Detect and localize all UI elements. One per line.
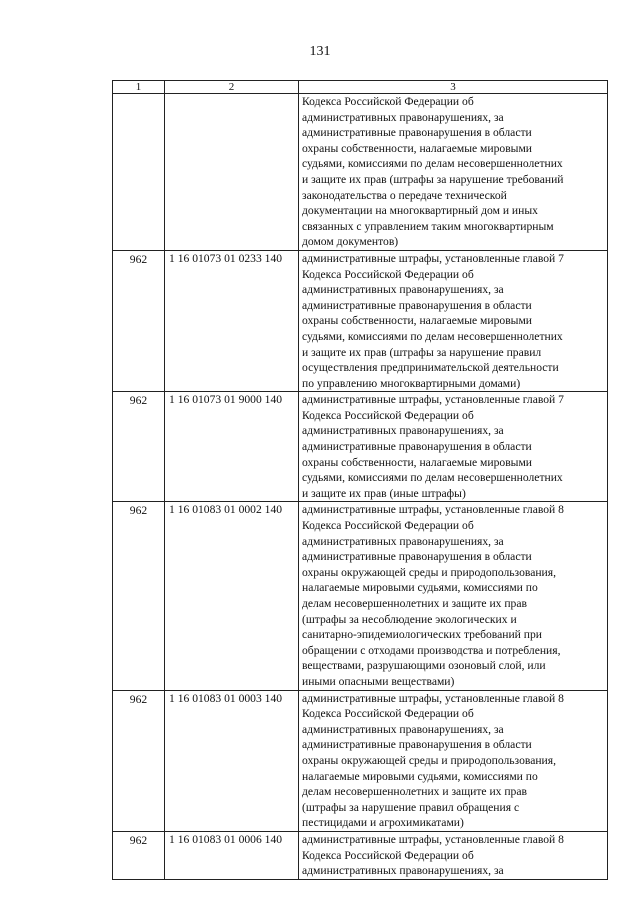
description-line: административные штрафы, установленные главой 7 [302,393,564,407]
description-cell [299,94,608,251]
description-line: административные правонарушения в области [302,126,532,140]
description-line: домом документов) [302,235,399,249]
description-line: и защите их прав (штрафы за нарушение правил [302,345,542,359]
description-line: иными опасными веществами) [302,674,455,688]
description-line: административные штрафы, установленные главой 8 [302,832,564,846]
budget-code-cell: 1 16 01083 01 0002 140 [165,502,299,690]
table-row [113,94,608,251]
description-line: административные штрафы, установленные главой 8 [302,503,564,517]
description-line: административные правонарушения в области [302,550,532,564]
admin-code-cell: 962 [113,502,165,690]
codes-table [112,80,608,880]
description-line: административные штрафы, установленные главой 8 [302,691,564,705]
description-line: административных правонарушениях, за [302,110,504,124]
description-line: налагаемые мировыми судьями, комиссиями по [302,581,538,595]
description-line: административные правонарушения в области [302,738,532,752]
table-body [113,81,608,880]
admin-code-cell: 962 [113,250,165,391]
admin-code-cell: 962 [113,392,165,502]
description-line: Кодекса Российской Федерации об [302,519,474,533]
admin-code-cell: 962 [113,690,165,831]
description-line: и защите их прав (иные штрафы) [302,486,466,500]
budget-code-cell: 1 16 01083 01 0003 140 [165,690,299,831]
description-line: судьями, комиссиями по делам несовершеннолетних [302,329,563,343]
description-line: охраны собственности, налагаемые мировыми [302,455,532,469]
description-line: и защите их прав (штрафы за нарушение требований [302,172,564,186]
budget-code-cell: 1 16 01083 01 0006 140 [165,831,299,879]
description-line: осуществления предпринимательской деятельности [302,361,559,375]
description-line: Кодекса Российской Федерации об [302,848,474,862]
description-line: административные правонарушения в области [302,298,532,312]
description-cell [299,502,608,690]
description-cell [299,690,608,831]
description-line: судьями, комиссиями по делам несовершеннолетних [302,157,563,171]
admin-code-cell [113,94,165,251]
header-cell-3: 3 [299,81,608,94]
description-line: охраны собственности, налагаемые мировыми [302,141,532,155]
description-line: связанных с управлением таким многоквартирным [302,219,554,233]
description-line: Кодекса Российской Федерации об [302,95,474,108]
description-cell [299,831,608,879]
description-line: административные правонарушения в области [302,440,532,454]
description-line: судьями, комиссиями по делам несовершеннолетних [302,471,563,485]
description-line: обращении с отходами производства и потребления, [302,643,561,657]
description-line: административных правонарушениях, за [302,722,504,736]
description-line: по управлению многоквартирными домами) [302,376,521,390]
description-line: веществами, разрушающими озоновый слой, или [302,659,546,673]
description-line: санитарно-эпидемиологических требований при [302,628,542,642]
description-line: делам несовершеннолетних и защите их прав [302,597,527,610]
description-line: административных правонарушениях, за [302,864,504,878]
budget-code-cell: 1 16 01073 01 9000 140 [165,392,299,502]
description-line: административные штрафы, установленные главой 7 [302,251,564,265]
description-line: (штрафы за нарушение правил обращения с [302,800,520,814]
description-line: законодательства о передаче технической [302,188,507,202]
description-line: делам несовершеннолетних и защите их прав [302,785,527,799]
description-line: налагаемые мировыми судьями, комиссиями по [302,769,538,783]
budget-code-cell: 1 16 01073 01 0233 140 [165,250,299,391]
description-line: административных правонарушениях, за [302,283,504,297]
description-line: документации на многоквартирный дом и иных [302,204,538,218]
description-line: Кодекса Российской Федерации об [302,408,474,422]
table-row [113,392,608,502]
admin-code-cell: 962 [113,831,165,879]
page-number: 131 [309,44,331,59]
description-line: охраны окружающей среды и природопользования, [302,753,556,767]
table-row [113,250,608,391]
budget-code-cell [165,94,299,251]
table-row [113,502,608,690]
description-cell [299,250,608,391]
description-line: пестицидами и агрохимикатами) [302,816,464,830]
description-line: административных правонарушениях, за [302,424,504,438]
description-line: Кодекса Российской Федерации об [302,707,474,721]
description-line: Кодекса Российской Федерации об [302,267,474,281]
description-line: охраны окружающей среды и природопользования, [302,565,556,579]
table-header-row [113,81,608,94]
description-line: административных правонарушениях, за [302,534,504,548]
description-cell [299,392,608,502]
table-row [113,690,608,831]
description-line: охраны собственности, налагаемые мировыми [302,314,532,328]
header-cell-1: 1 [113,81,165,94]
description-line: (штрафы за несоблюдение экологических и [302,612,517,626]
header-cell-2: 2 [165,81,299,94]
table-row [113,831,608,879]
